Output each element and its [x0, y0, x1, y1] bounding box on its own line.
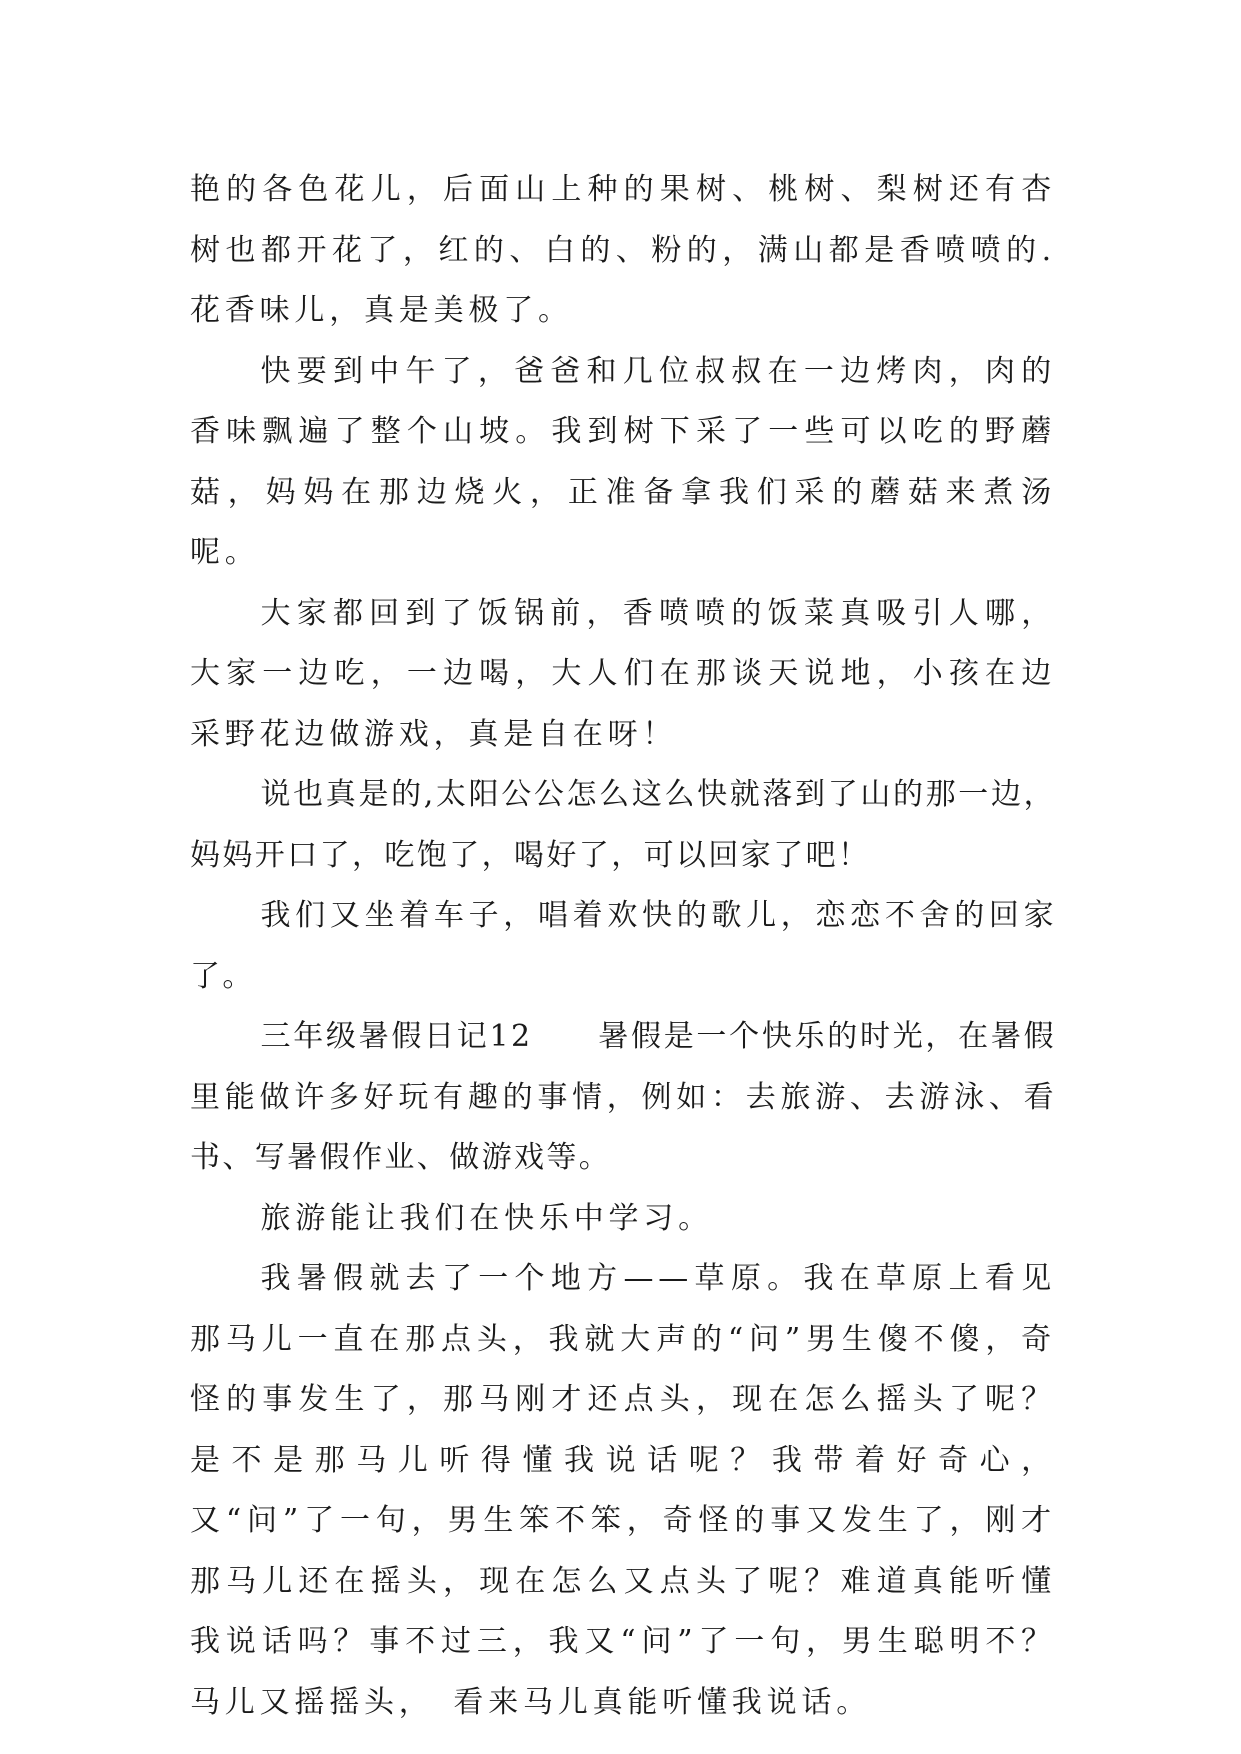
paragraph-sunset: 说也真是的,太阳公公怎么这么快就落到了山的那一边，妈妈开口了，吃饱了，喝好了，可以回家了吧！	[190, 777, 1056, 873]
paragraph-going-home: 我们又坐着车子，唱着欢快的歌儿，恋恋不舍的回家了。	[190, 898, 1056, 994]
paragraph-meal: 大家都回到了饭锅前，香喷喷的饭菜真吸引人哪，大家一边吃，一边喝，大人们在那谈天说地，小孩在边采野花边做游戏，真是自在呀！	[190, 595, 1056, 752]
paragraph-noon-barbecue: 快要到中午了，爸爸和几位叔叔在一边烤肉，肉的香味飘遍了整个山坡。我到树下采了一些可以吃的野蘑菇，妈妈在那边烧火，正准备拿我们采的蘑菇来煮汤呢。	[190, 353, 1056, 570]
paragraph-continuation: 艳的各色花儿，后面山上种的果树、桃树、梨树还有杏树也都开花了，红的、白的、粉的，满山都是香喷喷的.花香味儿，真是美极了。	[190, 172, 1056, 328]
paragraph-diary-12-intro: 三年级暑假日记12 暑假是一个快乐的时光，在暑假里能做许多好玩有趣的事情，例如：去旅游、去游泳、看书、写暑假作业、做游戏等。	[190, 1019, 1056, 1175]
paragraph-travel: 旅游能让我们在快乐中学习。	[260, 1200, 713, 1236]
document-body	[190, 160, 1056, 1733]
paragraph-grassland: 我暑假就去了一个地方——草原。我在草原上看见那马儿一直在那点头，我就大声的“问”男生傻不傻，奇怪的事发生了，那马刚才还点头，现在怎么摇头了呢？是不是那马儿听得懂我说话呢？我带着好奇心，又“问”了一句，男生笨不笨，奇怪的事又发生了，刚才那马儿还在摇头，现在怎么又点头了呢？难道真能听懂我说话吗？事不过三，我又“问”了一句，男生聪明不？马儿又摇摇头， 看来马儿真能听懂我说话。	[190, 1261, 1056, 1720]
